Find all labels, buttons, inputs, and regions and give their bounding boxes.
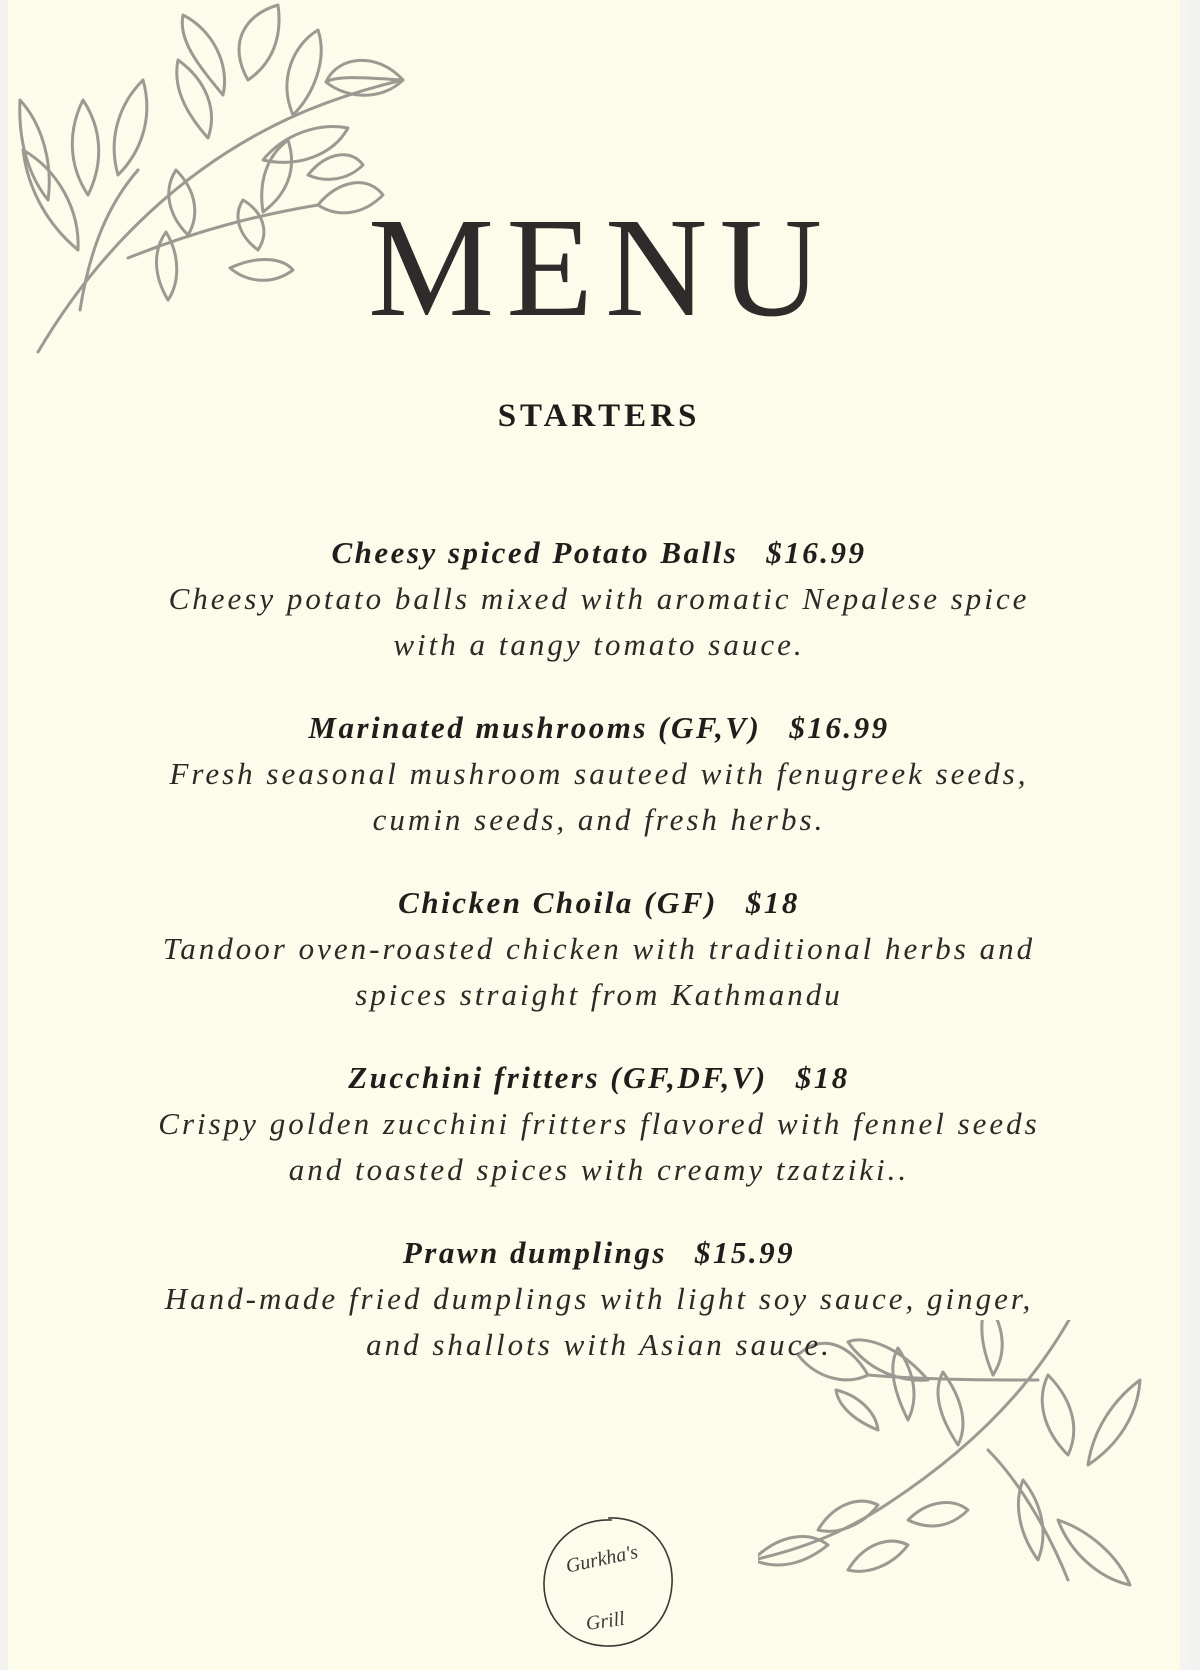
menu-item bbox=[8, 1055, 1190, 1193]
menu-item-description: Fresh seasonal mushroom sauteed with fenugreek seeds, cumin seeds, and fresh herbs. bbox=[169, 756, 1029, 837]
menu-item bbox=[8, 880, 1190, 1018]
menu-item-name: Cheesy spiced Potato Balls bbox=[331, 535, 739, 570]
menu-item bbox=[8, 1230, 1190, 1368]
menu-page bbox=[8, 0, 1190, 1670]
menu-item-description: Crispy golden zucchini fritters flavored with fennel seeds and toasted spices with creamy tzatziki.. bbox=[158, 1106, 1040, 1187]
menu-item-heading bbox=[8, 705, 1190, 751]
menu-item bbox=[8, 530, 1190, 668]
menu-item-price: $16.99 bbox=[789, 710, 890, 745]
menu-item-price: $18 bbox=[745, 885, 800, 920]
menu-item-description: Tandoor oven-roasted chicken with traditional herbs and spices straight from Kathmandu bbox=[162, 931, 1036, 1012]
menu-item-name: Prawn dumplings bbox=[402, 1235, 667, 1270]
menu-item-heading bbox=[8, 1230, 1190, 1276]
menu-item-name: Marinated mushrooms (GF,V) bbox=[308, 710, 762, 745]
menu-item-price: $16.99 bbox=[766, 535, 867, 570]
logo-text-line2: Grill bbox=[584, 1607, 627, 1635]
page-edge bbox=[1180, 0, 1190, 1670]
restaurant-logo bbox=[538, 1512, 678, 1652]
menu-item-description: Hand-made fried dumplings with light soy sauce, ginger, and shallots with Asian sauce. bbox=[164, 1281, 1034, 1362]
menu-item-name: Zucchini fritters (GF,DF,V) bbox=[348, 1060, 768, 1095]
section-title-starters: STARTERS bbox=[497, 398, 701, 434]
menu-item-heading bbox=[8, 1055, 1190, 1101]
menu-item-price: $15.99 bbox=[694, 1235, 796, 1270]
menu-item-heading bbox=[8, 880, 1190, 926]
logo-text-line1: Gurkha's bbox=[563, 1540, 640, 1578]
menu-item-description: Cheesy potato balls mixed with aromatic Nepalese spice with a tangy tomato sauce. bbox=[168, 581, 1030, 662]
menu-title: MENU bbox=[368, 188, 835, 346]
menu-item-name: Chicken Choila (GF) bbox=[398, 885, 718, 920]
menu-item bbox=[8, 705, 1190, 843]
starters-list bbox=[8, 530, 1190, 1405]
menu-item-heading bbox=[8, 530, 1190, 576]
menu-item-price: $18 bbox=[795, 1060, 850, 1095]
